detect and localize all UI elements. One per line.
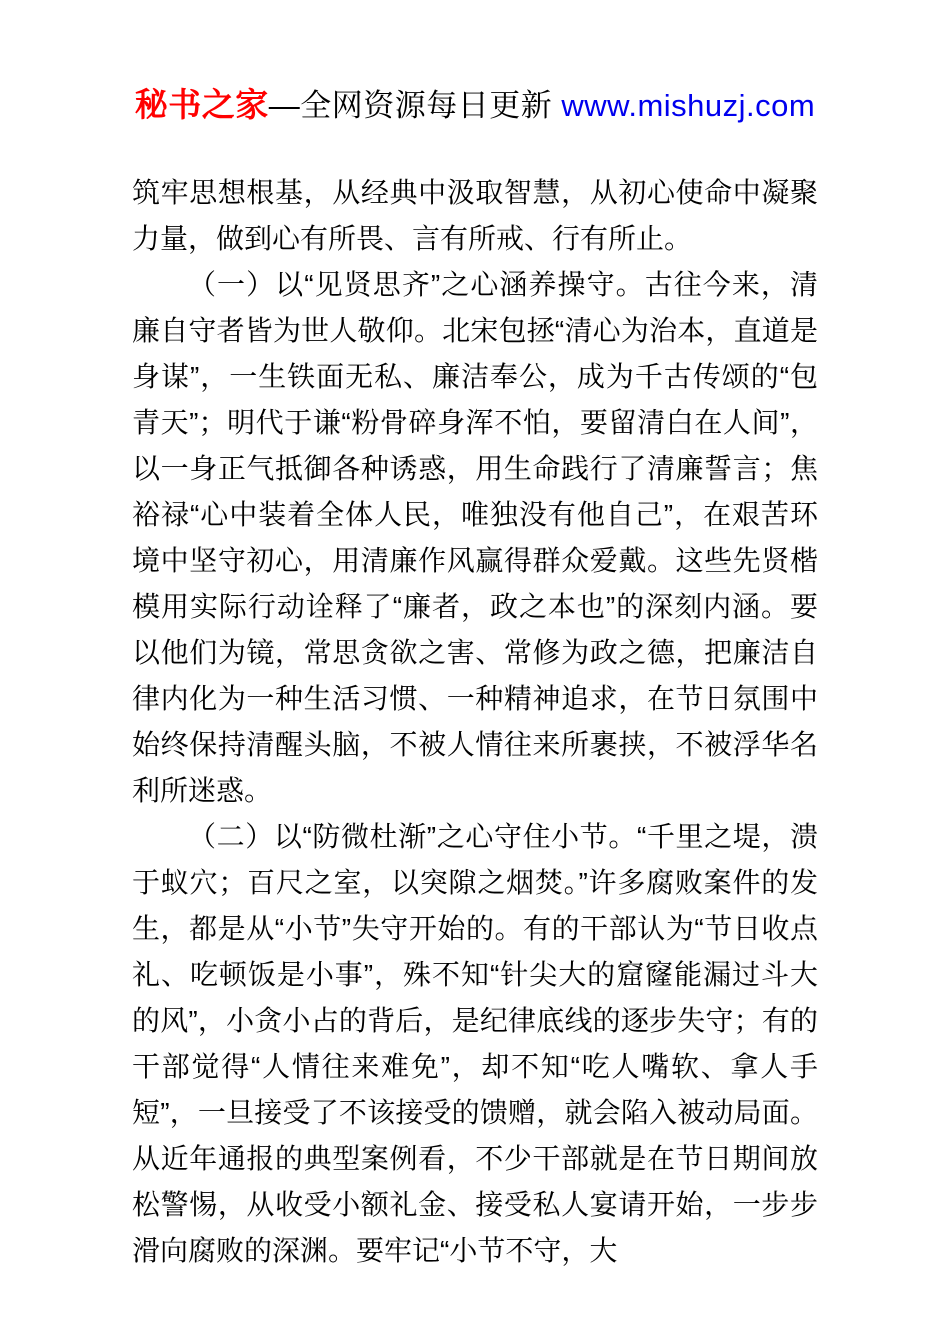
site-url-link[interactable]: www.mishuzj.com xyxy=(561,88,816,123)
paragraph: 筑牢思想根基，从经典中汲取智慧，从初心使命中凝聚力量，做到心有所畏、言有所戒、行有所止。 xyxy=(132,177,818,254)
paragraph: （一）以“见贤思齐”之心涵养操守。古往今来，清廉自守者皆为世人敬仰。北宋包拯“清心为治本，直道是身谋”，一生铁面无私、廉洁奉公，成为千古传颂的“包青天”；明代于谦“粉骨碎身浑不怕，要留清白在人间”，以一身正气抵御各种诱惑，用生命践行了清廉誓言；焦裕禄“心中装着全体人民，唯独没有他自己”，在艰苦环境中坚守初心，用清廉作风赢得群众爱戴。这些先贤楷模用实际行动诠释了“廉者，政之本也”的深刻内涵。要以他们为镜，常思贪欲之害、常修为政之德，把廉洁自律内化为一种生活习惯、一种精神追求，在节日氛围中始终保持清醒头脑，不被人情往来所裹挟，不被浮华名利所迷惑。 xyxy=(132,269,818,806)
site-name: 秘书之家 xyxy=(134,86,269,123)
document-body xyxy=(132,170,818,1274)
paragraph: （二）以“防微杜渐”之心守住小节。“千里之堤，溃于蚁穴；百尺之室，以突隙之烟焚。”许多腐败案件的发生，都是从“小节”失守开始的。有的干部认为“节日收点礼、吃顿饭是小事”，殊不知“针尖大的窟窿能漏过斗大的风”，小贪小占的背后，是纪律底线的逐步失守；有的干部觉得“人情往来难免”，却不知“吃人嘴软、拿人手短”，一旦接受了不该接受的馈赠，就会陷入被动局面。从近年通报的典型案例看，不少干部就是在节日期间放松警惕，从收受小额礼金、接受私人宴请开始，一步步滑向腐败的深渊。要牢记“小节不守，大 xyxy=(132,821,818,1266)
page-header xyxy=(0,84,950,127)
site-tagline: —全网资源每日更新 xyxy=(268,88,562,123)
